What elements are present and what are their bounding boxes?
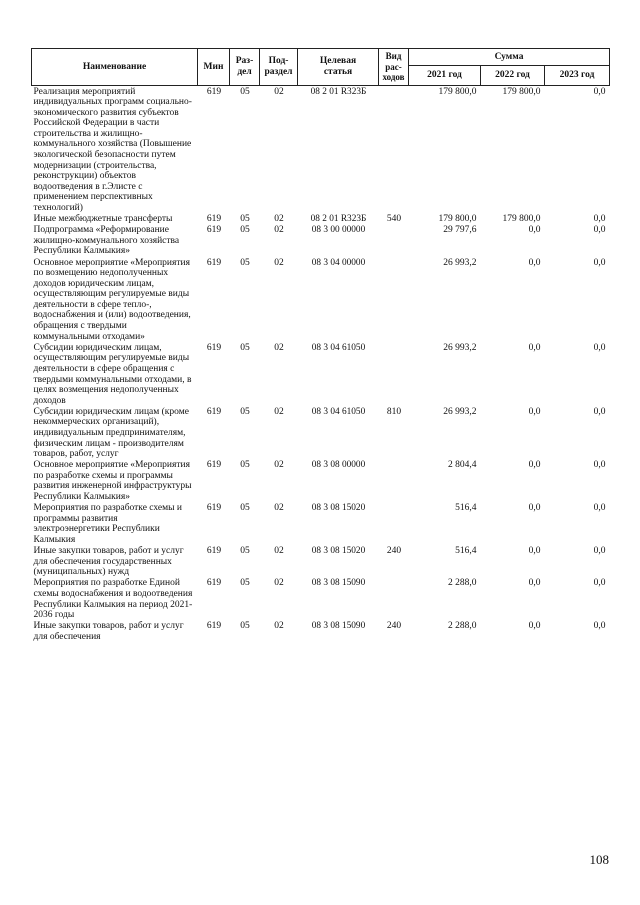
table-row xyxy=(32,86,610,214)
cell-2023: 0,0 xyxy=(593,342,606,353)
cell-2023: 0,0 xyxy=(593,460,606,471)
cell-target: 08 2 01 R323Б xyxy=(310,214,367,225)
cell-razdel: 05 xyxy=(240,546,250,557)
cell-podrazdel: 02 xyxy=(274,621,284,632)
cell-target: 08 3 04 61050 xyxy=(311,342,366,353)
cell-podrazdel: 02 xyxy=(274,503,284,514)
cell-target: 08 3 04 00000 xyxy=(311,257,366,268)
cell-razdel: 05 xyxy=(240,342,250,353)
cell-2022: 179 800,0 xyxy=(502,214,541,225)
cell-vid xyxy=(379,86,409,214)
cell-2023: 0,0 xyxy=(593,86,606,97)
cell-name: Мероприятия по разработке Единой схемы водоснабжения и водоотведения Республики Калмыкия на период 2021-2036 годы xyxy=(33,578,193,621)
cell-target: 08 3 08 15090 xyxy=(311,621,366,632)
table-row xyxy=(32,214,610,225)
table-row xyxy=(32,621,610,643)
cell-2021: 26 993,2 xyxy=(443,406,477,417)
cell-target: 08 3 08 00000 xyxy=(311,460,366,471)
cell-min: 619 xyxy=(206,225,222,236)
cell-target: 08 2 01 R323Б xyxy=(310,86,367,97)
cell-2022: 0,0 xyxy=(528,342,541,353)
cell-name: Субсидии юридическим лицам, осуществляющим регулируемые виды деятельности в сфере обращения с твердыми коммунальными отходами, в целях возмещения недополученных доходов xyxy=(33,342,192,406)
table-row xyxy=(32,225,610,257)
cell-2021: 26 993,2 xyxy=(443,342,477,353)
budget-table xyxy=(31,48,610,642)
cell-podrazdel: 02 xyxy=(274,257,284,268)
cell-razdel: 05 xyxy=(240,214,250,225)
cell-target: 08 3 00 00000 xyxy=(311,225,366,236)
cell-2021: 179 800,0 xyxy=(438,214,477,225)
cell-vid xyxy=(379,257,409,342)
table-row xyxy=(32,342,610,406)
cell-2022: 0,0 xyxy=(528,257,541,268)
cell-min: 619 xyxy=(206,342,222,353)
cell-vid: 240 xyxy=(386,621,402,632)
table-row xyxy=(32,503,610,546)
col-header-2021: 2021 год xyxy=(409,66,481,86)
cell-podrazdel: 02 xyxy=(274,342,284,353)
cell-name: Мероприятия по разработке схемы и программы развития электроэнергетики Республики Калмыкия xyxy=(33,503,182,545)
table-row xyxy=(32,578,610,621)
cell-2023: 0,0 xyxy=(593,578,606,589)
cell-razdel: 05 xyxy=(240,578,250,589)
cell-2022: 0,0 xyxy=(528,546,541,557)
cell-2022: 0,0 xyxy=(528,503,541,514)
cell-2023: 0,0 xyxy=(593,621,606,632)
cell-podrazdel: 02 xyxy=(274,225,284,236)
cell-2022: 179 800,0 xyxy=(502,86,541,97)
cell-2021: 26 993,2 xyxy=(443,257,477,268)
cell-2021: 2 288,0 xyxy=(448,578,477,589)
cell-vid xyxy=(379,578,409,621)
col-header-target: Целевая статья xyxy=(298,49,379,86)
cell-min: 619 xyxy=(206,257,222,268)
cell-podrazdel: 02 xyxy=(274,578,284,589)
budget-table-page xyxy=(31,48,609,642)
cell-name: Иные закупки товаров, работ и услуг для обеспечения xyxy=(33,621,184,642)
cell-razdel: 05 xyxy=(240,225,250,236)
cell-razdel: 05 xyxy=(240,621,250,632)
cell-min: 619 xyxy=(206,546,222,557)
cell-name: Субсидии юридическим лицам (кроме некоммерческих организаций), индивидуальным предпринимателям, физическим лицам - производителям товаров, работ, услуг xyxy=(33,406,189,460)
table-row xyxy=(32,546,610,578)
col-header-2023: 2023 год xyxy=(545,66,610,86)
cell-razdel: 05 xyxy=(240,503,250,514)
cell-2023: 0,0 xyxy=(593,546,606,557)
cell-min: 619 xyxy=(206,460,222,471)
cell-vid xyxy=(379,460,409,503)
cell-razdel: 05 xyxy=(240,460,250,471)
cell-razdel: 05 xyxy=(240,257,250,268)
cell-podrazdel: 02 xyxy=(274,214,284,225)
cell-2022: 0,0 xyxy=(528,406,541,417)
cell-min: 619 xyxy=(206,578,222,589)
cell-2021: 179 800,0 xyxy=(438,86,477,97)
cell-2023: 0,0 xyxy=(593,214,606,225)
cell-2022: 0,0 xyxy=(528,578,541,589)
cell-target: 08 3 04 61050 xyxy=(311,406,366,417)
col-header-podrazdel: Под- раздел xyxy=(260,49,298,86)
col-header-2022: 2022 год xyxy=(481,66,545,86)
cell-min: 619 xyxy=(206,214,222,225)
cell-min: 619 xyxy=(206,621,222,632)
cell-podrazdel: 02 xyxy=(274,86,284,97)
cell-vid xyxy=(379,342,409,406)
cell-2021: 516,4 xyxy=(455,546,477,557)
table-body xyxy=(32,86,610,643)
cell-target: 08 3 08 15020 xyxy=(311,546,366,557)
cell-2021: 516,4 xyxy=(455,503,477,514)
cell-name: Основное мероприятие «Мероприятия по разработке схемы и программы развития инженерной инфраструктуры Республики Калмыкия» xyxy=(33,460,192,503)
page-number: 108 xyxy=(589,852,609,867)
table-row xyxy=(32,406,610,459)
cell-name: Иные закупки товаров, работ и услуг для обеспечения государственных (муниципальных) нужд xyxy=(33,546,184,578)
col-header-min: Мин xyxy=(198,49,230,86)
cell-razdel: 05 xyxy=(240,406,250,417)
col-header-razdel: Раз- дел xyxy=(230,49,260,86)
cell-2023: 0,0 xyxy=(593,225,606,236)
cell-name: Подпрограмма «Реформирование жилищно-коммунального хозяйства Республики Калмыкия» xyxy=(33,225,180,257)
cell-razdel: 05 xyxy=(240,86,250,97)
cell-2022: 0,0 xyxy=(528,621,541,632)
cell-vid: 240 xyxy=(386,546,402,557)
cell-2021: 29 797,6 xyxy=(443,225,477,236)
cell-min: 619 xyxy=(206,503,222,514)
col-header-sum: Сумма xyxy=(409,49,610,66)
cell-min: 619 xyxy=(206,406,222,417)
cell-name: Основное мероприятие «Мероприятия по возмещению недополученных доходов юридическим лицам, осуществляющим регулируемые виды деятельности в сфере тепло-, водоснабжения и (или) водоотведения, обращения с твердыми коммунальными отходами» xyxy=(33,257,191,342)
table-header xyxy=(32,49,610,86)
cell-podrazdel: 02 xyxy=(274,406,284,417)
table-row xyxy=(32,257,610,342)
cell-2023: 0,0 xyxy=(593,406,606,417)
cell-2021: 2 804,4 xyxy=(448,460,477,471)
cell-podrazdel: 02 xyxy=(274,546,284,557)
cell-vid xyxy=(379,503,409,546)
cell-vid xyxy=(379,225,409,257)
cell-2023: 0,0 xyxy=(593,503,606,514)
cell-name: Реализация мероприятий индивидуальных программ социально-экономического развития субъектов Российской Федерации в части строительства и жилищно-коммунального хозяйства (Повышение экологической безопасности путем модернизации (строительства, реконструкции) объектов водоотведения в г.Элисте с применением перспективных технологий) xyxy=(33,86,192,214)
col-header-vid: Вид рас- ходов xyxy=(379,49,409,86)
col-header-name: Наименование xyxy=(32,49,198,86)
cell-2021: 2 288,0 xyxy=(448,621,477,632)
cell-podrazdel: 02 xyxy=(274,460,284,471)
cell-vid: 810 xyxy=(386,406,402,417)
cell-vid: 540 xyxy=(386,214,402,225)
table-row xyxy=(32,460,610,503)
cell-2023: 0,0 xyxy=(593,257,606,268)
cell-target: 08 3 08 15090 xyxy=(311,578,366,589)
cell-2022: 0,0 xyxy=(528,460,541,471)
cell-2022: 0,0 xyxy=(528,225,541,236)
cell-min: 619 xyxy=(206,86,222,97)
cell-name: Иные межбюджетные трансферты xyxy=(33,214,173,225)
cell-target: 08 3 08 15020 xyxy=(311,503,366,514)
